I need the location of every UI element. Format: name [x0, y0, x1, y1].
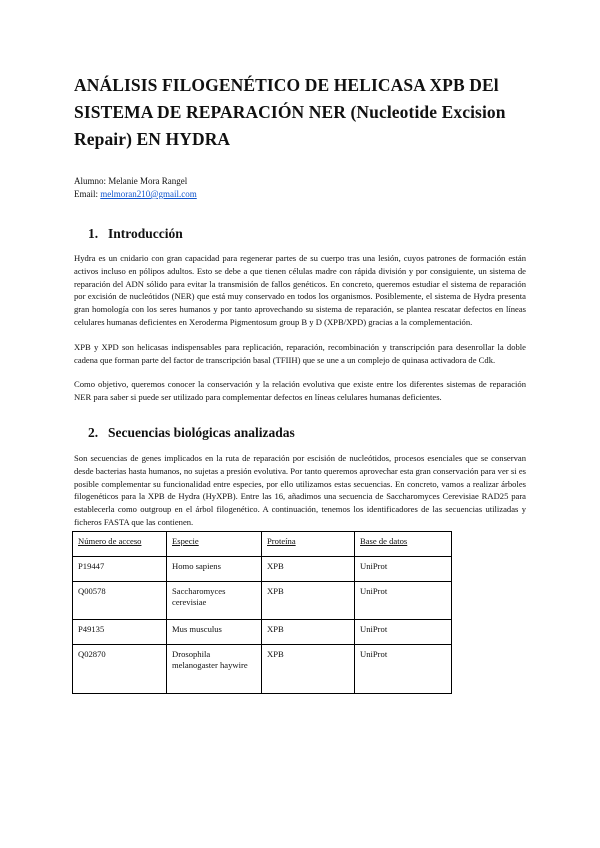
sequences-paragraph: Son secuencias de genes implicados en la ruta de reparación por escisión de nucleótidos, procesos esenciales que se conservan desde bacterias hasta humanos, no sujetas a presión evolutiva. Por tanto queremos aprovechar esta gran conservación para ver si es posible complementar su funcionalidad entre especies, por ello utilizamos estas secuencias. En concreto, vamos a realizar árboles filogenéticos para la XPB de Hydra (HyXPB). Entre las 16, añadimos una secuencia de Saccharomyces Cerevisiae RAD25 para establecerla como outgroup en el árbol filogenético. A continuación, tenemos los identificadores de las secuencias utilizadas y ficheros FASTA que las contienen. — [74, 452, 526, 527]
document-page — [74, 72, 526, 529]
document-title: ANÁLISIS FILOGENÉTICO DE HELICASA XPB DEl SISTEMA DE REPARACIÓN NER (Nucleotide Excision Repair) EN HYDRA — [74, 75, 506, 149]
table-cell: UniProt — [355, 557, 452, 582]
section-heading-intro — [74, 225, 526, 243]
table-cell: XPB — [262, 620, 355, 645]
intro-paragraph-1: Hydra es un cnidario con gran capacidad para regenerar partes de su cuerpo tras una lesión, cuyos patrones de formación están activos incluso en pólipos adultos. Esto se debe a que tienen células madre con rápida división y por consiguiente, un sistema de reparación del ADN sólido para evitar la transmisión de fallos genéticos. En concreto, queremos estudiar el sistema de reparación por excisión de nucleótidos (NER) que está muy conservado en todos los organismos. Posiblemente, el sistema de Hydra presenta gran homología con los seres humanos y por tanto aprovechando su sistema de reparación, se plantea rescatar defectos en líneas celulares humanas deficientes en Xeroderma Pigmentosum group B y D (XPB/XPD) gracias a la complementación. — [74, 253, 526, 327]
section-title: Secuencias biológicas analizadas — [108, 424, 295, 440]
table-cell: XPB — [262, 582, 355, 620]
table-header-row — [73, 532, 452, 557]
table-cell: Homo sapiens — [167, 557, 262, 582]
table-cell: Drosophila melanogaster haywire — [167, 645, 262, 694]
author-block — [74, 175, 526, 201]
table-header-cell: Base de datos — [355, 532, 452, 557]
section-title: Introducción — [108, 226, 183, 241]
section-number: 2. — [88, 424, 99, 440]
author-email-line — [74, 188, 526, 201]
author-name: Alumno: Melanie Mora Rangel — [74, 176, 188, 186]
email-link[interactable]: melmoran210@gmail.com — [100, 189, 197, 199]
table-cell: XPB — [262, 557, 355, 582]
table-cell: Q00578 — [73, 582, 167, 620]
table-header-cell: Especie — [167, 532, 262, 557]
table-cell: Mus musculus — [167, 620, 262, 645]
table-header-cell: Número de acceso — [73, 532, 167, 557]
table-cell: Saccharomyces cerevisiae — [167, 582, 262, 620]
table-row — [73, 582, 452, 620]
table-cell: XPB — [262, 645, 355, 694]
table-header-cell: Proteína — [262, 532, 355, 557]
section-number: 1. — [88, 226, 99, 241]
intro-paragraph-3: Como objetivo, queremos conocer la conservación y la relación evolutiva que existe entre los diferentes sistemas de reparación NER para saber si puede ser utilizado para complementar defectos en líneas celulares humanas deficientes. — [74, 379, 526, 403]
table-row — [73, 645, 452, 694]
sequence-table — [72, 531, 452, 694]
table-cell: P19447 — [73, 557, 167, 582]
email-label: Email: — [74, 189, 101, 199]
table-cell: UniProt — [355, 582, 452, 620]
intro-paragraph-2: XPB y XPD son helicasas indispensables para replicación, reparación, recombinación y transcripción para desenrollar la doble cadena que forman parte del factor de transcripción basal (TFIIH) que se une a un complejo de quinasa activadora de Cdk. — [74, 341, 526, 365]
table-cell: P49135 — [73, 620, 167, 645]
table-cell: UniProt — [355, 645, 452, 694]
table-cell: UniProt — [355, 620, 452, 645]
section-heading-sequences — [74, 424, 526, 442]
table-row — [73, 557, 452, 582]
table-cell: Q02870 — [73, 645, 167, 694]
table-row — [73, 620, 452, 645]
